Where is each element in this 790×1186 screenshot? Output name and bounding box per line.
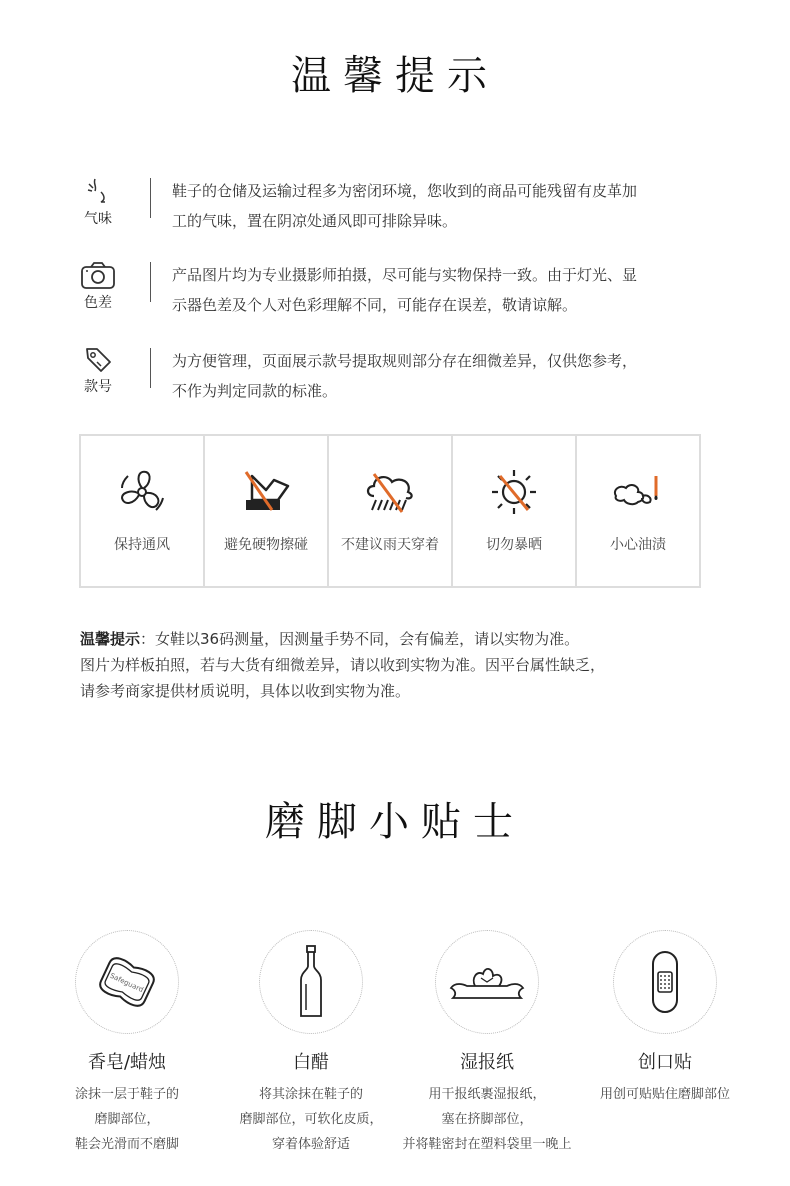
tip-name: 湿报纸 <box>460 1052 514 1073</box>
no-sun-icon <box>488 466 540 518</box>
care-label: 切勿暴晒 <box>486 537 542 553</box>
notice-text: 产品图片均为专业摄影师拍摄，尽可能与实物保持一致。由于灯光、显 示器色差及个人对色彩理解不同，可能存在误差，敬请谅解。 <box>172 266 638 314</box>
divider <box>150 178 151 218</box>
tip-name: 香皂/蜡烛 <box>87 1052 167 1073</box>
care-label: 避免硬物擦碰 <box>224 537 308 553</box>
care-item-no-sun <box>453 436 577 586</box>
care-item-no-rain <box>329 436 453 586</box>
no-rain-icon <box>362 466 418 518</box>
care-item-no-hard-object <box>205 436 329 586</box>
care-label: 保持通风 <box>114 537 170 553</box>
tip-bandage <box>570 930 760 1107</box>
notice-label: 色差 <box>84 295 112 311</box>
tip-newspaper <box>392 930 582 1157</box>
tip-icon-circle <box>613 930 717 1034</box>
vinegar-bottle-icon <box>296 944 326 1020</box>
tip-desc: 将其涂抹在鞋子的 磨脚部位，可软化皮质， 穿着体验舒适 <box>239 1087 383 1152</box>
bandage-icon <box>650 950 680 1014</box>
notice-label: 气味 <box>84 211 112 227</box>
size-tip: 温馨提示：女鞋以36码测量，因测量手势不同，会有偏差，请以实物为准。 图片为样板拍照，若与大货有细微差异，请以收到实物为准。因平台属性缺乏， 请参考商家提供材质说明，具体以收到实物为准。 <box>80 630 606 700</box>
care-grid <box>79 434 701 588</box>
svg-text:Safeguard: Safeguard <box>108 971 145 995</box>
tip-name: 白醋 <box>293 1052 329 1073</box>
care-label: 不建议雨天穿着 <box>341 537 439 553</box>
smell-icon <box>83 176 113 206</box>
fan-icon <box>116 466 168 518</box>
divider <box>150 348 151 388</box>
tip-name: 创口贴 <box>638 1052 692 1073</box>
notice-smell <box>76 176 716 236</box>
care-item-oil-stain <box>577 436 699 586</box>
tip-icon-circle <box>259 930 363 1034</box>
notice-style-number <box>76 346 716 406</box>
camera-icon <box>80 260 116 290</box>
divider <box>150 262 151 302</box>
wet-newspaper-icon <box>447 962 527 1002</box>
notice-label: 款号 <box>84 379 112 395</box>
section-title: 磨脚小贴士 <box>265 799 525 845</box>
notice-text: 为方便管理，页面展示款号提取规则部分存在细微差异，仅供您参考， 不作为判定同款的标准。 <box>172 352 638 400</box>
tip-icon-circle <box>435 930 539 1034</box>
tip-vinegar <box>216 930 406 1157</box>
tip-icon-circle <box>75 930 179 1034</box>
tip-desc: 用创可贴贴住磨脚部位 <box>599 1087 730 1102</box>
tag-icon <box>83 346 113 374</box>
notice-color <box>76 260 716 320</box>
notice-text: 鞋子的仓储及运输过程多为密闭环境，您收到的商品可能残留有皮革加 工的气味，置在阴凉处通风即可排除异味。 <box>172 182 638 230</box>
tip-desc: 用干报纸裹湿报纸， 塞在挤脚部位， 并将鞋密封在塑料袋里一晚上 <box>402 1087 572 1152</box>
tip-label: 温馨提示 <box>80 630 141 648</box>
tip-soap <box>32 930 222 1157</box>
soap-icon <box>95 954 159 1010</box>
care-label: 小心油渍 <box>610 537 666 553</box>
no-hard-object-icon <box>238 466 294 518</box>
tip-desc: 涂抹一层于鞋子的 磨脚部位， 鞋会光滑而不磨脚 <box>74 1087 179 1152</box>
page-title: 温馨提示 <box>291 53 499 99</box>
oil-stain-icon <box>608 466 668 518</box>
care-item-ventilate <box>81 436 205 586</box>
